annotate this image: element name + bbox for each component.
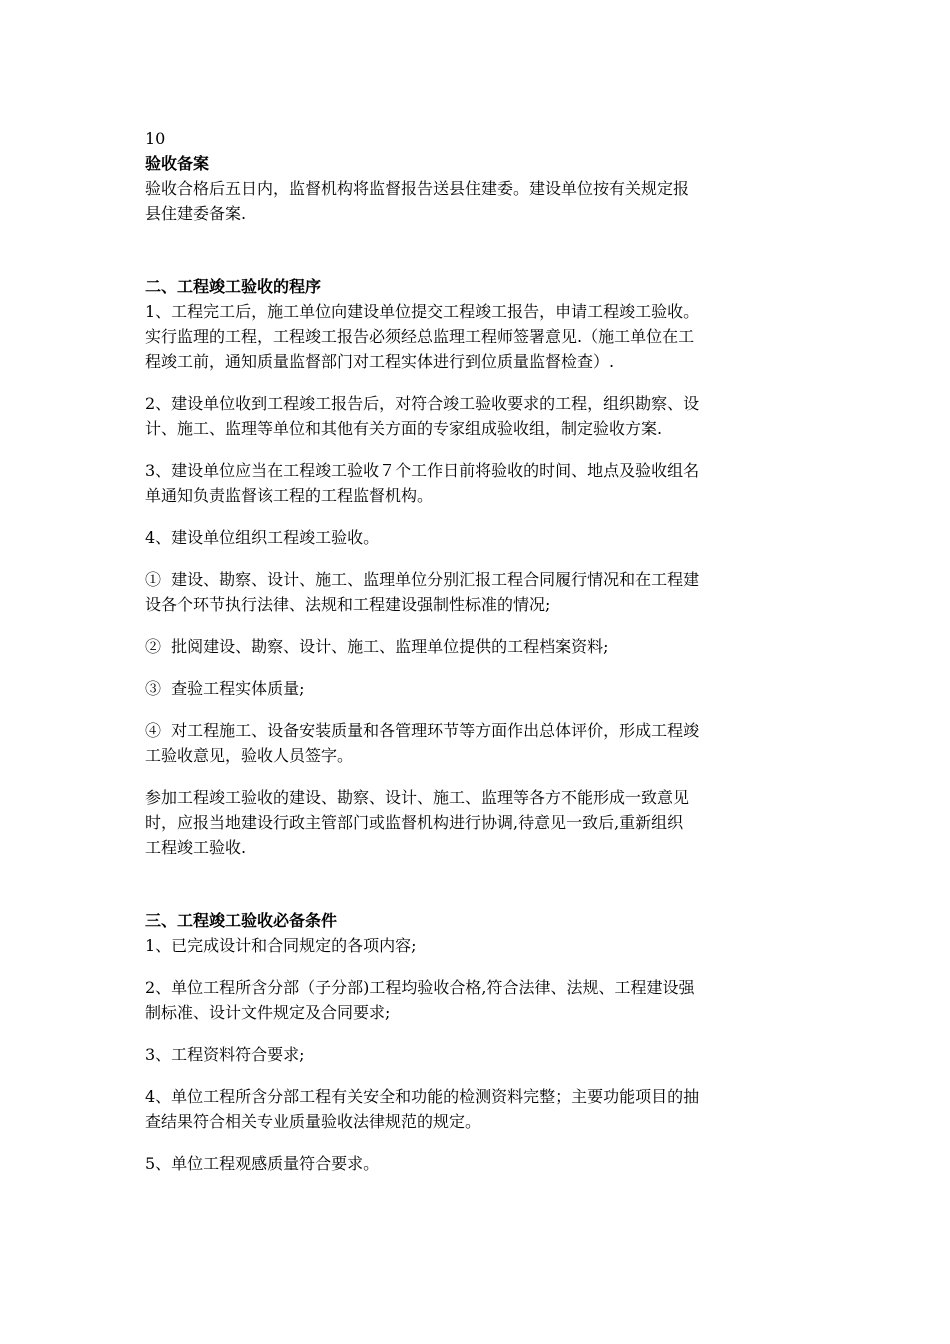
paragraph-line: 4、建设单位组织工程竣工验收。 bbox=[145, 528, 380, 547]
paragraph-line: 时，应报当地建设行政主管部门或监督机构进行协调,待意见一致后,重新组织 bbox=[145, 813, 684, 832]
spacer bbox=[145, 958, 810, 975]
spacer bbox=[145, 550, 810, 567]
paragraph-line: ③ 查验工程实体质量; bbox=[145, 679, 305, 698]
paragraph-line: 查结果符合相关专业质量验收法律规范的规定。 bbox=[145, 1112, 482, 1131]
paragraph-line: 1、工程完工后，施工单位向建设单位提交工程竣工报告，申请工程竣工验收。 bbox=[145, 302, 700, 321]
page-number: 10 bbox=[145, 129, 166, 148]
spacer bbox=[145, 659, 810, 676]
paragraph-line: 实行监理的工程，工程竣工报告必须经总监理工程师签署意见.（施工单位在工 bbox=[145, 327, 695, 346]
paragraph-line: 计、施工、监理等单位和其他有关方面的专家组成验收组，制定验收方案. bbox=[145, 419, 663, 438]
spacer bbox=[145, 617, 810, 634]
paragraph-line: 4、单位工程所含分部工程有关安全和功能的检测资料完整；主要功能项目的抽 bbox=[145, 1087, 700, 1106]
paragraph-line: 验收合格后五日内，监督机构将监督报告送县住建委。建设单位按有关规定报 bbox=[145, 179, 690, 198]
document-page bbox=[145, 126, 810, 1176]
spacer bbox=[145, 1025, 810, 1042]
paragraph-line: 设各个环节执行法律、法规和工程建设强制性标准的情况; bbox=[145, 595, 551, 614]
paragraph-line: 3、工程资料符合要求; bbox=[145, 1045, 305, 1064]
paragraph-line: 5、单位工程观感质量符合要求。 bbox=[145, 1154, 380, 1173]
paragraph-line: 工验收意见，验收人员签字。 bbox=[145, 746, 354, 765]
spacer bbox=[145, 860, 810, 908]
section-title-acceptance-filing: 验收备案 bbox=[145, 154, 210, 173]
section-title-conditions: 三、工程竣工验收必备条件 bbox=[145, 911, 338, 930]
spacer bbox=[145, 374, 810, 391]
spacer bbox=[145, 1067, 810, 1084]
spacer bbox=[145, 226, 810, 274]
paragraph-line: 程竣工前，通知质量监督部门对工程实体进行到位质量监督检查）. bbox=[145, 352, 615, 371]
paragraph-line: ④ 对工程施工、设备安装质量和各管理环节等方面作出总体评价，形成工程竣 bbox=[145, 721, 700, 740]
paragraph-line: 单通知负责监督该工程的工程监督机构。 bbox=[145, 486, 434, 505]
paragraph-line: ② 批阅建设、勘察、设计、施工、监理单位提供的工程档案资料; bbox=[145, 637, 609, 656]
paragraph-line: 3、建设单位应当在工程竣工验收７个工作日前将验收的时间、地点及验收组名 bbox=[145, 461, 700, 480]
spacer bbox=[145, 768, 810, 785]
paragraph-line: 2、建设单位收到工程竣工报告后，对符合竣工验收要求的工程，组织勘察、设 bbox=[145, 394, 700, 413]
paragraph-line: 1、已完成设计和合同规定的各项内容; bbox=[145, 936, 417, 955]
paragraph-line: 制标准、设计文件规定及合同要求; bbox=[145, 1003, 391, 1022]
paragraph-line: 2、单位工程所含分部（子分部)工程均验收合格,符合法律、法规、工程建设强 bbox=[145, 978, 695, 997]
spacer bbox=[145, 1134, 810, 1151]
paragraph-line: ① 建设、勘察、设计、施工、监理单位分别汇报工程合同履行情况和在工程建 bbox=[145, 570, 700, 589]
paragraph-line: 参加工程竣工验收的建设、勘察、设计、施工、监理等各方不能形成一致意见 bbox=[145, 788, 690, 807]
paragraph-line: 县住建委备案. bbox=[145, 204, 247, 223]
section-title-procedure: 二、工程竣工验收的程序 bbox=[145, 277, 322, 296]
paragraph-line: 工程竣工验收. bbox=[145, 838, 247, 857]
spacer bbox=[145, 441, 810, 458]
spacer bbox=[145, 508, 810, 525]
spacer bbox=[145, 701, 810, 718]
